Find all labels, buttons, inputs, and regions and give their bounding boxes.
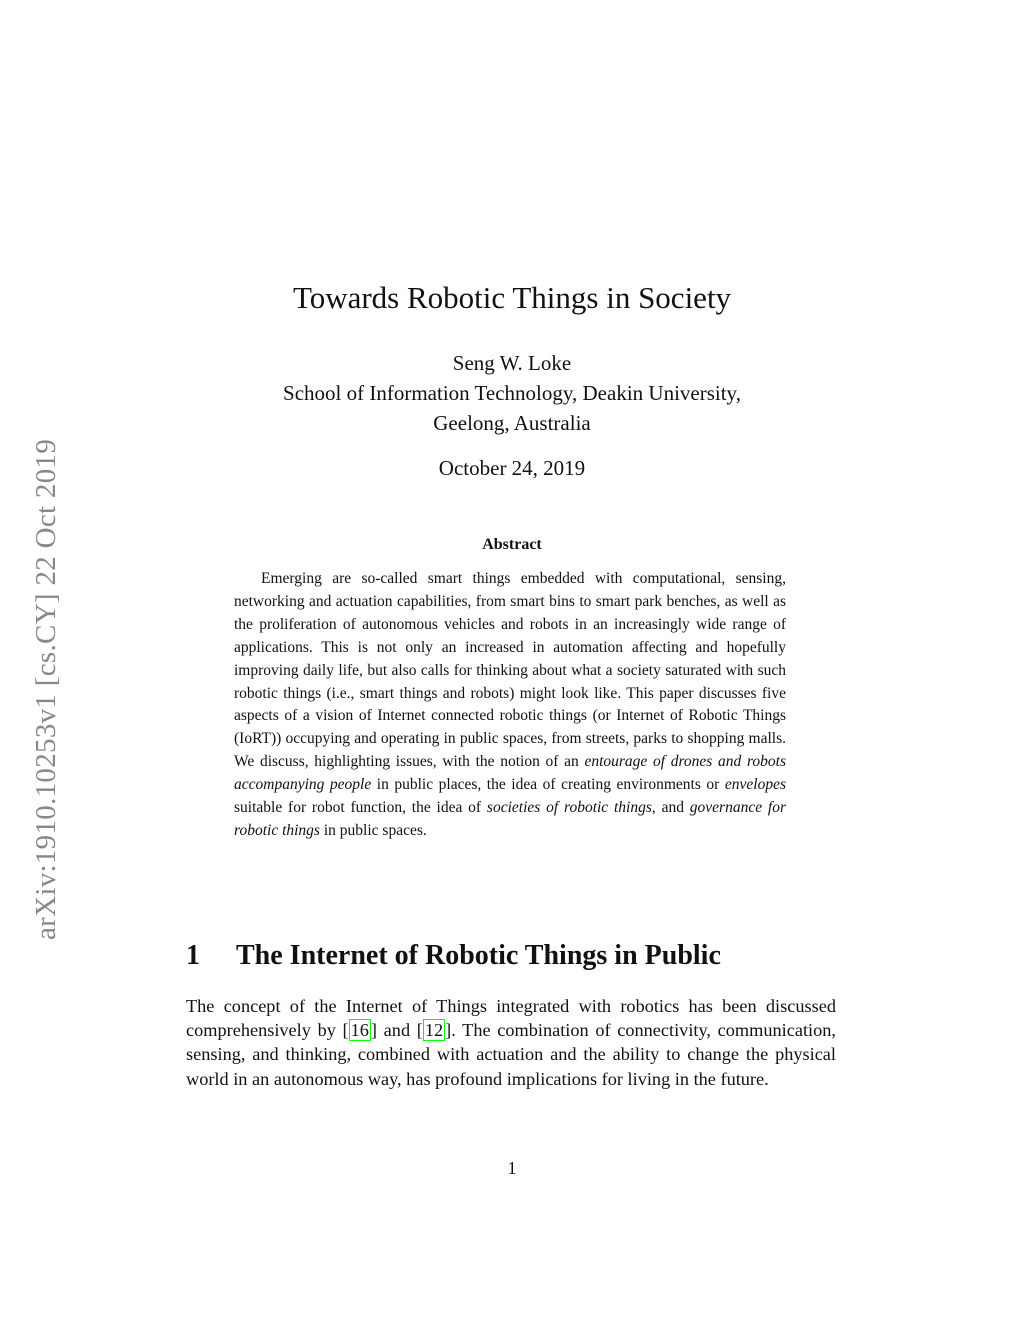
citation-link[interactable]: 16 (350, 1020, 369, 1041)
body-text: The concept of the Internet of Things integrated with robotics has been discussed comprehensively by (186, 996, 836, 1041)
abstract-text: , and (651, 799, 690, 817)
abstract-text: in public spaces. (319, 821, 427, 839)
section-title: The Internet of Robotic Things in Public (236, 940, 721, 971)
arxiv-identifier-stamp: arXiv:1910.10253v1 [cs.CY] 22 Oct 2019 (30, 438, 62, 940)
author-name: Seng W. Loke (452, 351, 572, 375)
paper-title: Towards Robotic Things in Society (292, 280, 732, 315)
abstract-text: Emerging are so-called smart things embedded with computational, sensing, networking and actuation capabilities, from smart bins to smart park benches, as well as the proliferation of autonomous vehicles and robots in an increasingly wide range of applications. This is not only an increased in automation affecting and hopefully improving daily life, but also calls for thinking about what a society saturated with such robotic things (i.e., smart things and robots) might look like. This paper discusses five aspects of a vision of Internet connected robotic things (or Internet of Robotic Things (IoRT)) occupying and operating in public spaces, from streets, parks to shopping malls. We discuss, highlighting issues, with the notion of an (234, 570, 786, 771)
body-paragraph: The concept of the Internet of Things integrated with robotics has been discussed comprehensively by [ 16 ] and [ 12 ]. The combination of connectivity, communication, sensing, and thinking, combined with actuation and the ability to change the physical world in an autonomous way, has profound implications for living in the future. (186, 996, 836, 1089)
section-body (186, 994, 836, 1091)
abstract-text: suitable for robot function, the idea of (234, 799, 487, 817)
abstract-body (234, 568, 786, 843)
page-number: 1 (507, 1158, 517, 1178)
abstract-emphasis: entourage of drones and robots accompanying people (234, 753, 786, 794)
abstract-emphasis: envelopes (724, 776, 786, 794)
abstract-emphasis: governance for robotic things (234, 799, 787, 839)
citation-link[interactable]: 12 (424, 1020, 444, 1041)
affiliation-line-1: School of Information Technology, Deakin University, (283, 381, 741, 405)
section-number: 1 (186, 940, 200, 971)
body-text: . The combination of connectivity, communication, sensing, and thinking, combined with actuation and the ability to change the physical world in an autonomous way, has profound implications for living in the future. (186, 1020, 836, 1089)
body-text: and (377, 1020, 417, 1041)
section-heading (186, 940, 836, 972)
paper-date: October 24, 2019 (438, 456, 586, 480)
abstract-heading: Abstract (482, 536, 542, 553)
abstract-emphasis: societies of robotic things (486, 799, 652, 817)
affiliation-line-2: Geelong, Australia (433, 411, 591, 435)
author-block (0, 348, 1024, 438)
abstract-paragraph (234, 568, 786, 843)
abstract-text: in public places, the idea of creating environments or (371, 776, 725, 794)
